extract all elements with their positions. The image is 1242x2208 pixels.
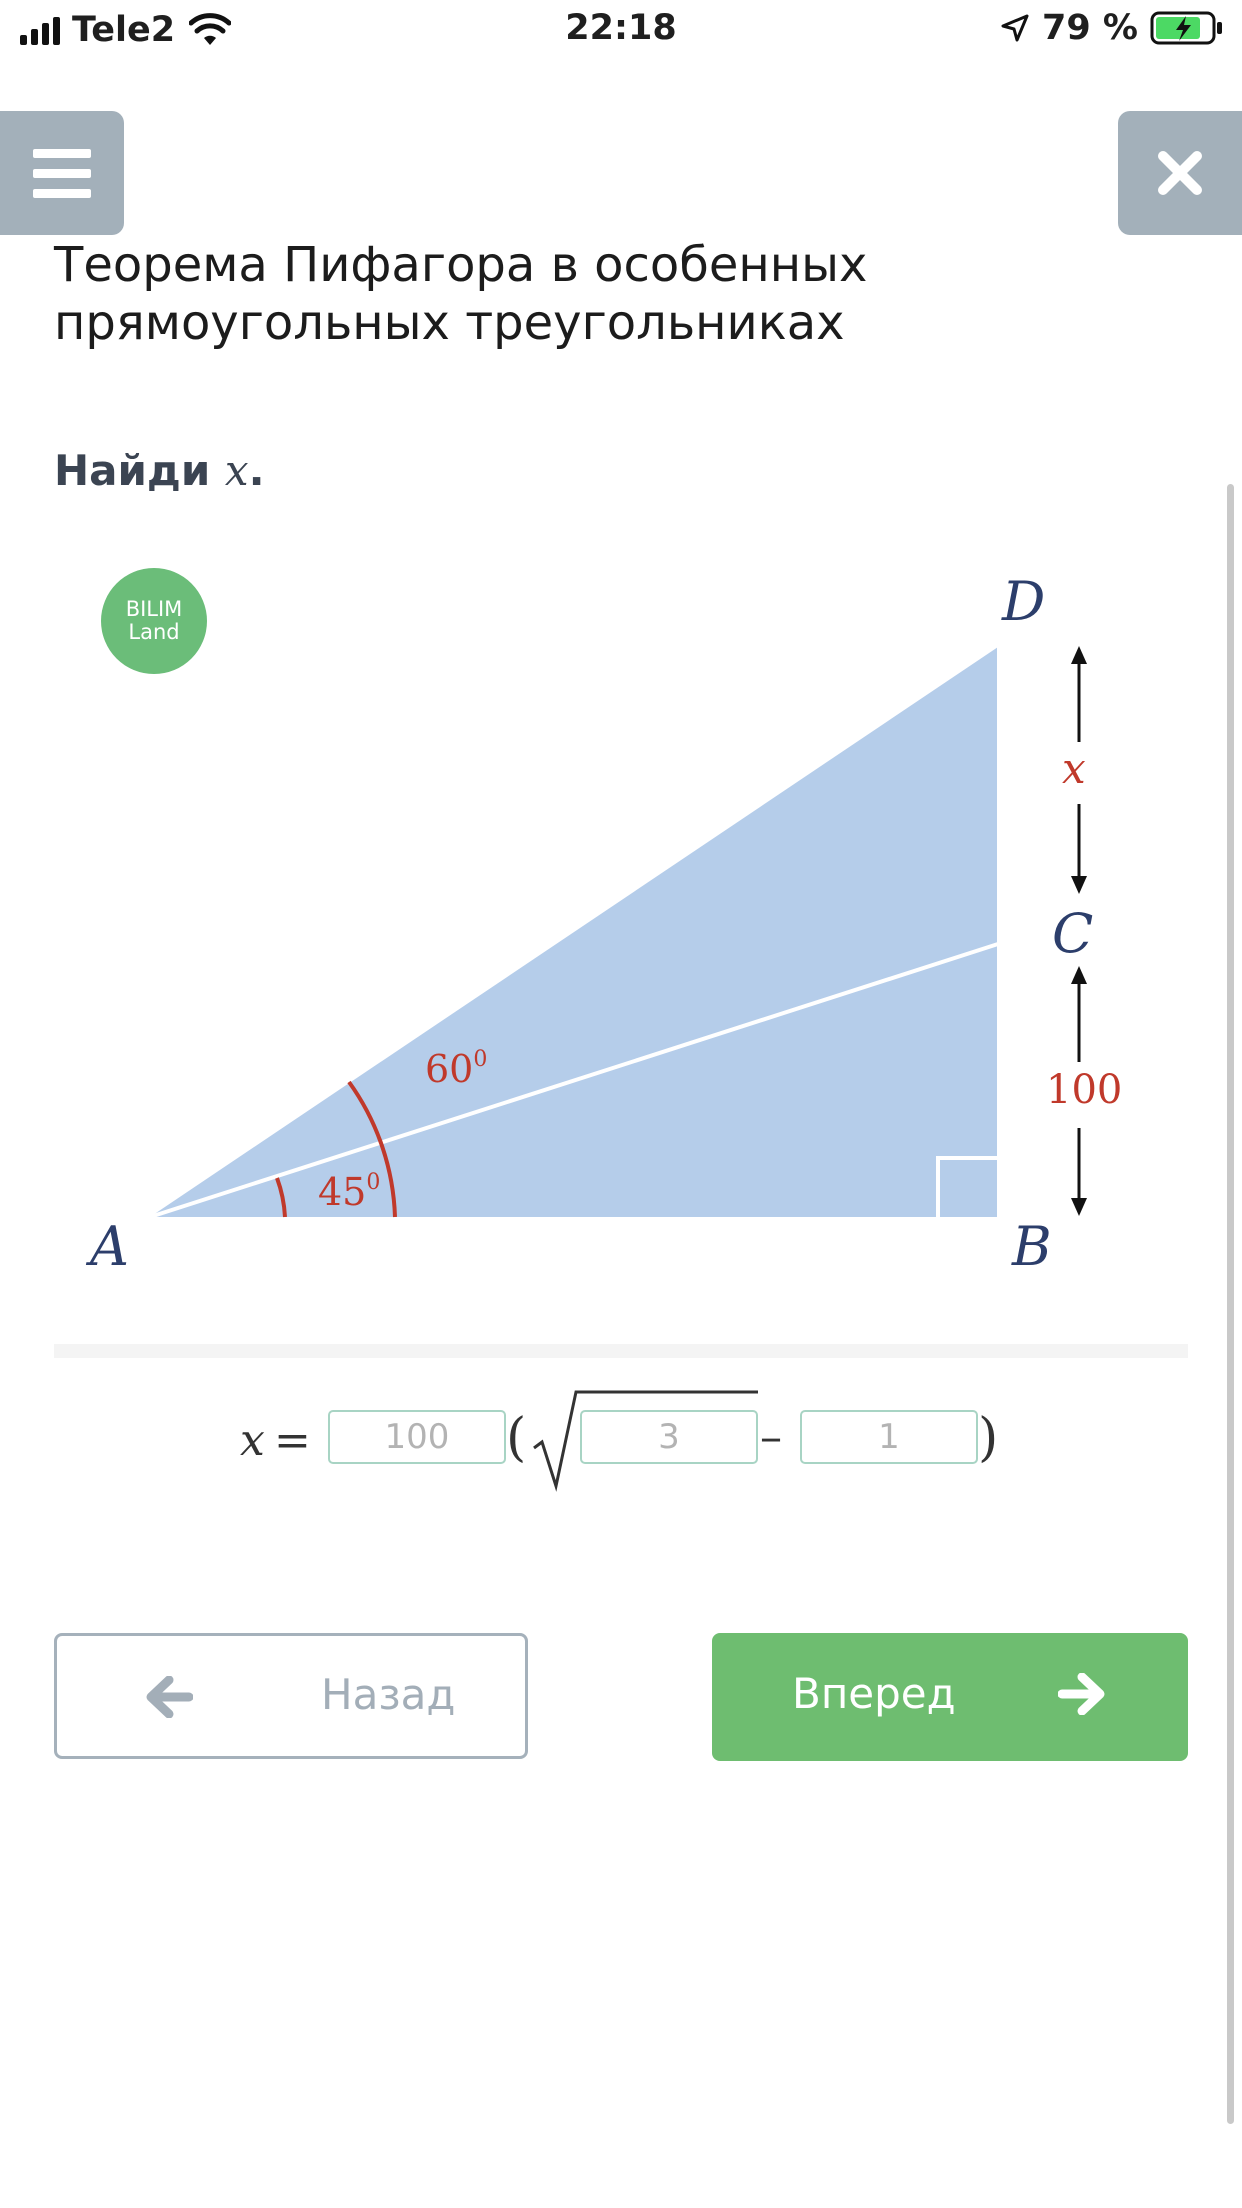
menu-button[interactable] (0, 111, 124, 235)
equation-minus: – (760, 1412, 782, 1463)
back-button[interactable] (54, 1633, 528, 1759)
angle-label-60: $60^0$ (425, 1047, 488, 1091)
answer-input-2[interactable]: 3 (580, 1410, 758, 1464)
question-text (54, 446, 265, 495)
segment-label-x: x (1062, 744, 1086, 793)
battery-percent: 79 % (1042, 8, 1138, 48)
point-label-a: A (90, 1215, 129, 1278)
answer-input-1[interactable]: 100 (328, 1410, 506, 1464)
question-variable: x (224, 446, 249, 495)
scrollbar[interactable] (1227, 484, 1234, 2124)
triangle-abd (150, 647, 998, 1217)
page-title: Теорема Пифагора в особенных прямоугольных треугольниках (54, 237, 868, 351)
point-label-d: D (1002, 570, 1046, 633)
next-button[interactable] (712, 1633, 1188, 1761)
hamburger-menu-icon (33, 149, 91, 158)
point-label-b: B (1012, 1215, 1052, 1278)
segment-label-100: 100 (1046, 1067, 1123, 1113)
next-button-label: Вперед (792, 1669, 956, 1718)
equation-open-paren: ( (506, 1408, 527, 1468)
equation-equals: = (274, 1415, 311, 1466)
arrow-right-icon (1058, 1673, 1106, 1715)
back-button-label: Назад (321, 1670, 456, 1719)
section-divider (54, 1344, 1188, 1358)
close-icon (1155, 148, 1205, 198)
battery-charging-icon (1150, 10, 1224, 46)
equation-close-paren: ) (978, 1408, 999, 1468)
location-arrow-icon (1000, 13, 1030, 43)
close-button[interactable] (1118, 111, 1242, 235)
angle-label-45: $45^0$ (318, 1170, 381, 1214)
question-suffix: . (248, 446, 265, 495)
logo-line-2: Land (128, 620, 180, 644)
answer-input-3[interactable]: 1 (800, 1410, 978, 1464)
question-prefix: Найди (54, 446, 211, 495)
equation-lhs: x (240, 1415, 265, 1466)
point-label-c: C (1052, 902, 1094, 965)
arrow-left-icon (145, 1676, 193, 1718)
logo-line-1: BILIM (125, 597, 183, 621)
status-bar (0, 0, 1242, 64)
carrier-name: Tele2 (72, 10, 176, 50)
clock: 22:18 (565, 8, 677, 48)
triangle-figure (0, 540, 1242, 1300)
